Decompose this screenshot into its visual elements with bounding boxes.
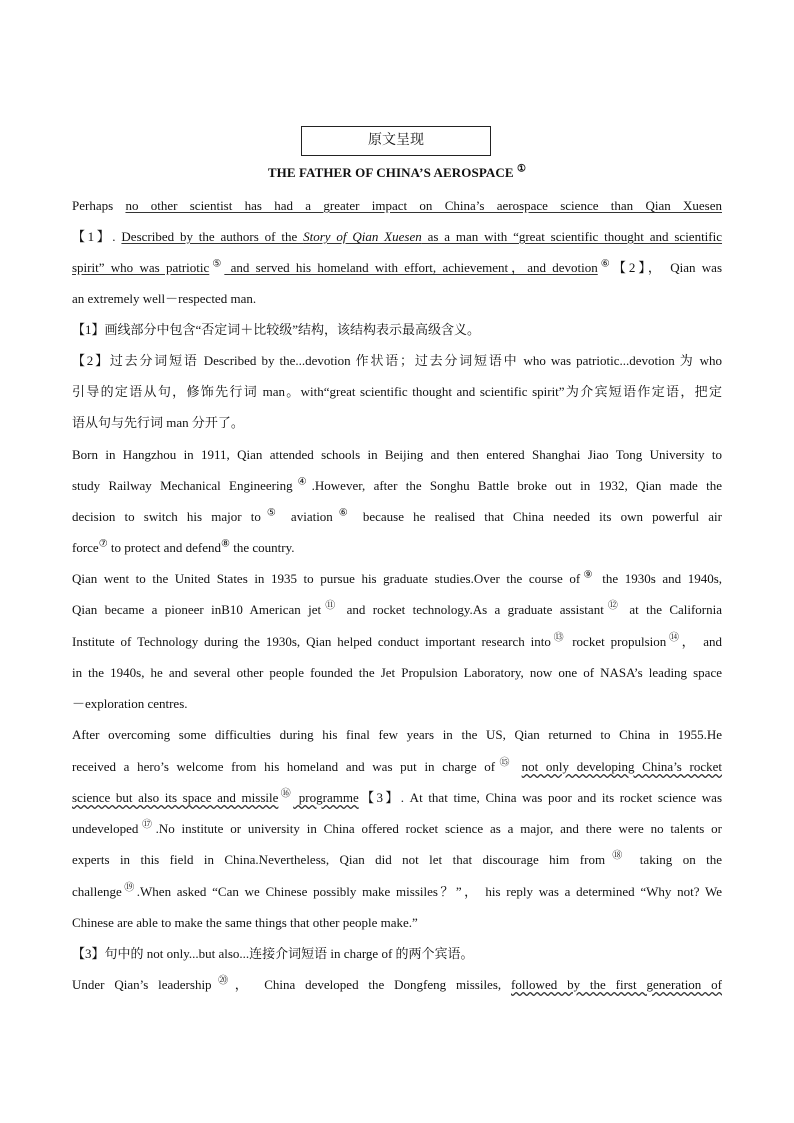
- text-run: aviation: [281, 509, 333, 524]
- note-marker: ⑳: [211, 975, 235, 987]
- text-line: [72, 788, 722, 808]
- note-marker: ⑱: [605, 850, 630, 862]
- text-run: followed by the first generation of: [511, 977, 722, 992]
- text-run: 【3】. At that time, China was poor and its rocket science was: [358, 790, 723, 805]
- note-marker: ⑭: [666, 632, 682, 644]
- text-run: Qian became a pioneer inB10 American jet: [72, 602, 322, 617]
- note-marker: ⑦: [98, 538, 108, 550]
- text-run: challenge: [72, 884, 122, 899]
- text-run: force: [72, 540, 99, 555]
- text-run: Story of Qian Xuesen: [303, 229, 422, 244]
- note-marker: ⑫: [603, 600, 623, 612]
- text-run: 【2】过去分词短语 Described by the...devotion 作状语；过去分词短语中 who was patriotic...devotion 为 who: [72, 353, 722, 368]
- text-line: [72, 445, 722, 465]
- text-run: 【2】， Qian was: [612, 260, 723, 275]
- text-run: decision to switch his major to: [72, 509, 261, 524]
- text-run: not only developing China’s rocket: [521, 759, 723, 774]
- note-marker: ⑤: [209, 258, 225, 270]
- text-run: ， China developed the Dongfeng missiles,: [234, 977, 511, 992]
- text-run: undeveloped: [72, 821, 139, 836]
- text-line: [72, 663, 722, 683]
- text-line: [72, 507, 722, 527]
- note-marker: ⑮: [495, 757, 514, 769]
- text-run: rocket propulsion: [566, 634, 667, 649]
- text-line: [72, 227, 722, 247]
- text-run: and served his homeland with effort, achievement，and devotion: [224, 260, 598, 275]
- text-run: at the California: [622, 602, 723, 617]
- note-marker: ⑰: [138, 819, 156, 831]
- note-marker: ⑯: [278, 788, 294, 800]
- text-run: Chinese are able to make the same things that other people make.”: [72, 915, 418, 930]
- text-run: to protect and defend: [107, 540, 222, 555]
- text-run: 语从句与先行词 man 分开了。: [72, 415, 244, 430]
- text-run: received a hero’s welcome from his homeland and was put in charge of: [72, 759, 496, 774]
- text-run: study Railway Mechanical Engineering: [72, 478, 293, 493]
- text-line: [72, 757, 722, 777]
- note-marker: ⑪: [321, 600, 340, 612]
- text-run: spirit” who was patriotic: [72, 260, 210, 275]
- article-title-text: THE FATHER OF CHINA’S AEROSPACE: [267, 165, 514, 180]
- text-line: [72, 569, 722, 589]
- text-run: －exploration centres.: [72, 696, 188, 711]
- text-run: 【3】句中的 not only...but also...连接介词短语 in charge of 的两个宾语。: [72, 946, 474, 961]
- text-run: After overcoming some difficulties during his final few years in the US, Qian returned to China in 1955.He: [72, 727, 722, 742]
- note-marker: ④: [292, 476, 312, 488]
- text-line: [72, 632, 722, 652]
- text-line: [72, 975, 722, 995]
- section-label-box: 原文呈现: [301, 126, 491, 156]
- text-line: [72, 694, 722, 714]
- text-run: an extremely well－respected man.: [72, 291, 257, 306]
- text-line: [72, 351, 722, 371]
- text-run: no other scientist has had a greater impact on China’s aerospace science than Qian Xuesen: [125, 198, 722, 213]
- text-run: Perhaps: [72, 198, 126, 213]
- text-line: [72, 725, 722, 745]
- note-marker: ⑤: [260, 507, 282, 519]
- text-line: [72, 882, 722, 902]
- article-title: [72, 162, 722, 184]
- text-line: [72, 850, 722, 870]
- text-run: [514, 759, 522, 774]
- note-marker: ⑥: [597, 258, 613, 270]
- text-run: ， and: [681, 634, 723, 649]
- note-marker: ⑲: [121, 882, 137, 894]
- text-line: [72, 258, 722, 278]
- title-note-marker: ①: [517, 163, 527, 175]
- text-run: programme: [293, 790, 359, 805]
- text-run: .No institute or university in China offered rocket science as a major, and there were no talents or: [155, 821, 723, 836]
- text-line: [72, 413, 722, 433]
- text-line: [72, 476, 722, 496]
- text-line: [72, 382, 722, 402]
- text-line: [72, 196, 722, 216]
- text-line: [72, 819, 722, 839]
- text-run: taking on the: [629, 852, 722, 867]
- text-run: Qian went to the United States in 1935 to pursue his graduate studies.Over the course of: [72, 571, 581, 586]
- text-line: [72, 944, 722, 964]
- text-run: Institute of Technology during the 1930s, Qian helped conduct important research into: [72, 634, 551, 649]
- text-run: Under Qian’s leadership: [72, 977, 212, 992]
- text-run: Born in Hangzhou in 1911, Qian attended schools in Beijing and then entered Shanghai Jiao Tong University to: [72, 447, 722, 462]
- text-run: and rocket technology.As a graduate assistant: [339, 602, 604, 617]
- note-marker: ⑬: [550, 632, 567, 644]
- text-run: 引导的定语从句，修饰先行词 man。with“great scientific thought and scientific spirit”为介宾短语作定语，把定: [72, 384, 722, 399]
- text-run: in the 1940s, he and several other people founded the Jet Propulsion Laboratory, now one of NASA’s leading space: [72, 665, 722, 680]
- note-marker: ⑥: [332, 507, 354, 519]
- text-run: experts in this field in China.Nevertheless, Qian did not let that discourage him from: [72, 852, 606, 867]
- text-run: 【1】.: [72, 229, 122, 244]
- text-run: science but also its space and missile: [72, 790, 279, 805]
- text-line: [72, 289, 722, 309]
- text-run: Described by the authors of the: [121, 229, 304, 244]
- text-line: [72, 913, 722, 933]
- text-run: .However, after the Songhu Battle broke out in 1932, Qian made the: [311, 478, 722, 493]
- text-line: [72, 320, 722, 340]
- note-marker: ⑨: [580, 569, 596, 581]
- text-line: [72, 538, 722, 558]
- text-run: the 1930s and 1940s,: [595, 571, 723, 586]
- text-line: [72, 600, 722, 620]
- text-run: .When asked “Can we Chinese possibly make missiles？”， his reply was a determined “Why not? We: [136, 884, 723, 899]
- text-run: as a man with “great scientific thought and scientific: [421, 229, 723, 244]
- text-run: 【1】画线部分中包含“否定词＋比较级”结构，该结构表示最高级含义。: [72, 322, 481, 337]
- text-run: the country.: [229, 540, 295, 555]
- text-run: because he realised that China needed its own powerful air: [353, 509, 722, 524]
- note-marker: ⑧: [221, 538, 230, 550]
